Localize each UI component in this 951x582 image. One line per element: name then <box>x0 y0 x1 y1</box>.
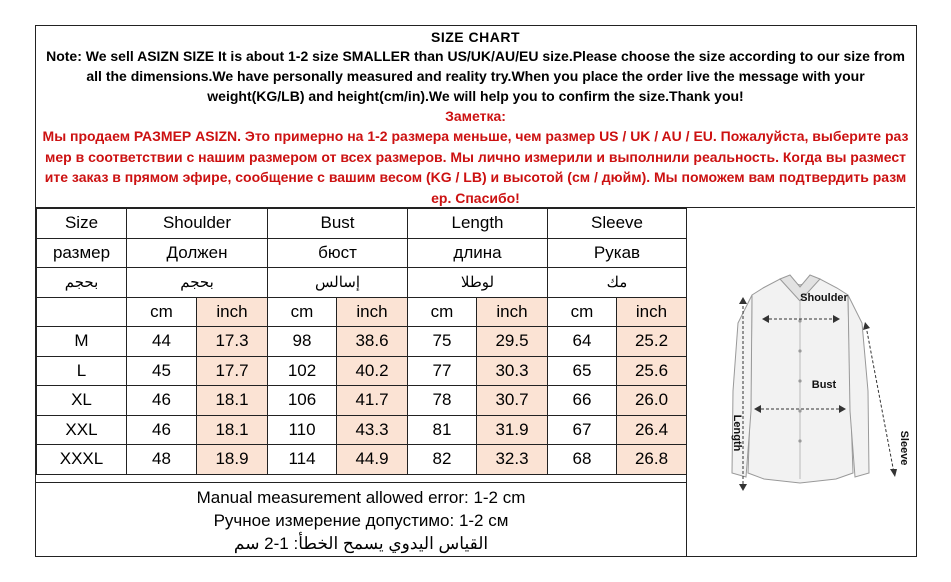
length-label: Length <box>731 414 743 452</box>
measurement-cell: 68 <box>548 445 617 475</box>
unit-cell: inch <box>337 297 408 327</box>
footer-error-arabic: القياس اليدوي يسمح الخطأ: 1-2 سم <box>233 534 489 553</box>
measurement-cell: 65 <box>548 356 617 386</box>
measurement-cell: 67 <box>548 415 617 445</box>
size-table <box>36 208 687 475</box>
shoulder-label-text: Shoulder <box>800 292 848 304</box>
header-row-russian <box>37 238 687 268</box>
footer-error-russian: Ручное измерение допустимо: 1-2 см <box>213 511 509 530</box>
header-length: Length <box>408 209 548 239</box>
shirt-button <box>798 409 801 412</box>
footer-error-english: Manual measurement allowed error: 1-2 cm <box>196 488 526 507</box>
measurement-cell: 26.8 <box>617 445 687 475</box>
header-bust-ru: бюст <box>268 238 408 268</box>
measurement-cell: 66 <box>548 386 617 416</box>
table-row <box>37 327 687 357</box>
sleeve-arrow-head-bottom <box>890 469 897 477</box>
table-row <box>37 415 687 445</box>
measurement-cell: 75 <box>408 327 477 357</box>
header-bust: Bust <box>268 209 408 239</box>
measurement-cell: 48 <box>127 445 197 475</box>
size-chart-sheet <box>35 25 917 557</box>
note-russian-label: Заметка: <box>445 108 506 124</box>
measurement-cell: 18.9 <box>197 445 268 475</box>
diagram-divider <box>686 208 687 556</box>
header-length-ar: لوطلا <box>408 268 548 298</box>
size-label: XL <box>37 386 127 416</box>
table-row <box>37 386 687 416</box>
measurement-cell: 41.7 <box>337 386 408 416</box>
unit-cell: inch <box>197 297 268 327</box>
shirt-button <box>798 319 801 322</box>
header-shoulder-ar: بحجم <box>127 268 268 298</box>
measurement-cell: 110 <box>268 415 337 445</box>
size-label: M <box>37 327 127 357</box>
measurement-cell: 78 <box>408 386 477 416</box>
table-row <box>37 445 687 475</box>
measurement-cell: 45 <box>127 356 197 386</box>
measurement-cell: 77 <box>408 356 477 386</box>
length-arrow-head-bottom <box>739 484 747 491</box>
unit-row <box>37 297 687 327</box>
bust-label: Bust <box>811 379 837 391</box>
measurement-cell: 30.3 <box>477 356 548 386</box>
unit-cell: cm <box>268 297 337 327</box>
measurement-cell: 81 <box>408 415 477 445</box>
unit-cell: inch <box>617 297 687 327</box>
size-chart-header <box>36 26 915 208</box>
size-label: L <box>37 356 127 386</box>
measurement-cell: 46 <box>127 386 197 416</box>
header-size-ru: размер <box>37 238 127 268</box>
header-sleeve-ru: Рукав <box>548 238 687 268</box>
measurement-cell: 18.1 <box>197 386 268 416</box>
measurement-cell: 102 <box>268 356 337 386</box>
sleeve-arrow-head-top <box>863 322 870 330</box>
header-shoulder: Shoulder <box>127 209 268 239</box>
header-sleeve: Sleeve <box>548 209 687 239</box>
shirt-diagram <box>688 211 914 501</box>
header-size-ar: بحجم <box>37 268 127 298</box>
measurement-cell: 40.2 <box>337 356 408 386</box>
measurement-cell: 25.6 <box>617 356 687 386</box>
header-length-ru: длина <box>408 238 548 268</box>
measurement-cell: 26.4 <box>617 415 687 445</box>
measurement-cell: 25.2 <box>617 327 687 357</box>
shirt-illustration <box>688 211 914 501</box>
measurement-cell: 82 <box>408 445 477 475</box>
unit-blank <box>37 297 127 327</box>
measurement-cell: 32.3 <box>477 445 548 475</box>
measurement-cell: 38.6 <box>337 327 408 357</box>
header-shoulder-ru: Должен <box>127 238 268 268</box>
header-row-english <box>37 209 687 239</box>
unit-cell: cm <box>408 297 477 327</box>
measurement-cell: 18.1 <box>197 415 268 445</box>
length-arrow-head-top <box>739 297 747 304</box>
unit-cell: inch <box>477 297 548 327</box>
measurement-cell: 30.7 <box>477 386 548 416</box>
measurement-cell: 44 <box>127 327 197 357</box>
shirt-button <box>798 379 801 382</box>
size-label: XXXL <box>37 445 127 475</box>
sleeve-arrow <box>866 326 894 473</box>
measurement-cell: 64 <box>548 327 617 357</box>
measurement-cell: 44.9 <box>337 445 408 475</box>
table-row <box>37 356 687 386</box>
sleeve-label: Sleeve <box>898 430 910 466</box>
header-sleeve-ar: مك <box>548 268 687 298</box>
measurement-cell: 98 <box>268 327 337 357</box>
unit-cell: cm <box>548 297 617 327</box>
header-row-arabic <box>37 268 687 298</box>
measurement-cell: 17.3 <box>197 327 268 357</box>
note-russian: Мы продаем РАЗМЕР ASIZN. Это примерно на 1-2 размера меньше, чем размер US / UK / AU / EU. Пожалуйста, выберите размер в соответствии с нашим размером от всех размеров. Мы лично измерили и выполнили реальность. Когда вы разместите заказ в прямом эфире, сообщение с вашим весом (KG / LB) и высотой (см / дюйм). Мы поможем вам подтвердить размер. Спасибо! <box>42 128 909 206</box>
size-label: XXL <box>37 415 127 445</box>
shirt-button <box>798 349 801 352</box>
measurement-cell: 114 <box>268 445 337 475</box>
unit-cell: cm <box>127 297 197 327</box>
chart-title: SIZE CHART <box>431 29 520 45</box>
measurement-cell: 46 <box>127 415 197 445</box>
measurement-cell: 43.3 <box>337 415 408 445</box>
measurement-cell: 26.0 <box>617 386 687 416</box>
measurement-cell: 29.5 <box>477 327 548 357</box>
measurement-cell: 106 <box>268 386 337 416</box>
measurement-footer <box>36 482 686 557</box>
shirt-button <box>798 439 801 442</box>
header-bust-ar: إسالس <box>268 268 408 298</box>
measurement-cell: 17.7 <box>197 356 268 386</box>
note-english: Note: We sell ASIZN SIZE It is about 1-2 size SMALLER than US/UK/AU/EU size.Please choose the size according to our size from all the dimensions.We have personally measured and reality try.When you place the order live the message with your weight(KG/LB) and height(cm/in).We will help you to confirm the size.Thank you! <box>46 48 905 104</box>
header-size: Size <box>37 209 127 239</box>
measurement-cell: 31.9 <box>477 415 548 445</box>
